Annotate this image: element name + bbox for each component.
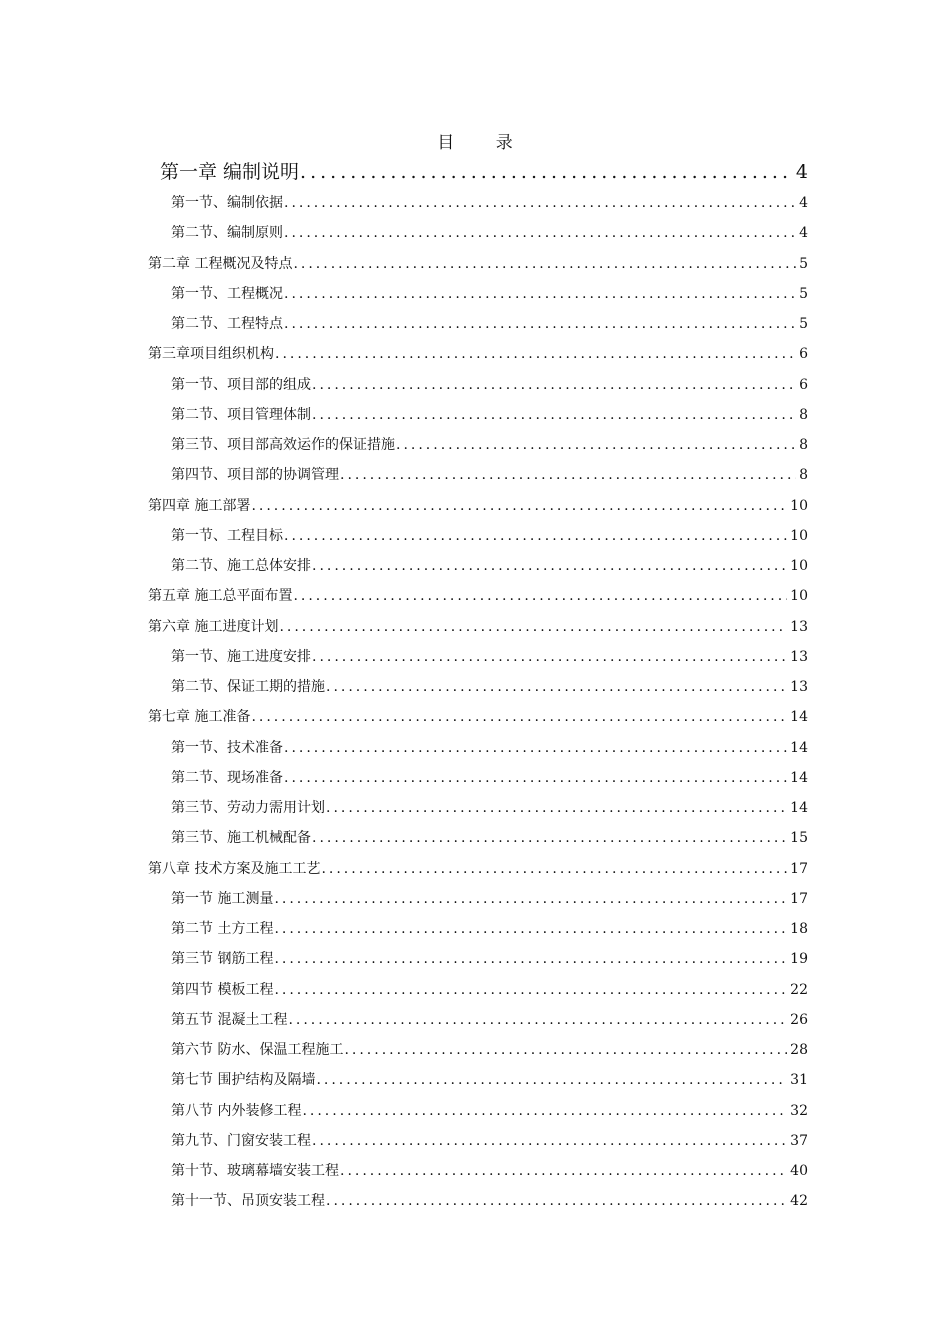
toc-dot-leader	[274, 888, 787, 910]
toc-entry-label: 第三节、施工机械配备	[171, 830, 311, 847]
toc-entry[interactable]	[148, 616, 808, 638]
toc-entry[interactable]	[148, 585, 808, 607]
toc-entry[interactable]	[171, 222, 808, 244]
toc-entry[interactable]	[171, 1190, 808, 1212]
toc-entry-label: 第八章 技术方案及施工工艺	[148, 860, 321, 877]
toc-dot-leader	[274, 918, 787, 940]
toc-entry-page: 5	[799, 316, 808, 332]
toc-dot-leader	[321, 858, 787, 880]
toc-entry-page: 15	[790, 830, 808, 847]
toc-entry-label: 第六章 施工进度计划	[148, 618, 279, 635]
toc-entry-label: 第七节 围护结构及隔墙	[171, 1072, 316, 1089]
toc-dot-leader	[251, 495, 787, 517]
toc-entry-page: 5	[799, 255, 808, 272]
toc-entry-label: 第十一节、吊顶安装工程	[171, 1193, 325, 1210]
toc-dot-leader	[312, 555, 787, 577]
toc-entry-label: 第一节、工程目标	[171, 527, 283, 544]
toc-entry-label: 第一节 施工测量	[171, 890, 274, 907]
toc-entry[interactable]	[171, 434, 808, 456]
toc-entry[interactable]	[171, 646, 808, 668]
toc-entry-label: 第二节、现场准备	[171, 769, 283, 786]
toc-dot-leader	[326, 676, 787, 698]
toc-entry-label: 第二节、工程特点	[171, 316, 283, 332]
toc-entry[interactable]	[171, 767, 808, 789]
toc-entry-label: 第二章 工程概况及特点	[148, 255, 293, 272]
toc-entry-label: 第六节 防水、保温工程施工	[171, 1042, 344, 1058]
toc-entry-page: 6	[799, 346, 808, 363]
toc-entry-page: 4	[795, 161, 808, 183]
toc-entry-page: 40	[790, 1163, 808, 1179]
toc-entry-page: 18	[790, 921, 808, 937]
toc-entry[interactable]	[171, 464, 808, 486]
toc-entry-page: 10	[790, 527, 808, 544]
toc-dot-leader	[284, 767, 787, 789]
toc-entry-label: 第三节 钢筋工程	[171, 951, 274, 968]
toc-entry[interactable]	[171, 192, 808, 214]
toc-dot-leader	[316, 1069, 787, 1091]
toc-dot-leader	[326, 1190, 787, 1212]
toc-entry-page: 14	[790, 769, 808, 786]
toc-dot-leader	[396, 434, 796, 456]
toc-entry[interactable]	[171, 676, 808, 698]
toc-entry-label: 第五章 施工总平面布置	[148, 588, 293, 605]
toc-entry-page: 14	[790, 739, 808, 756]
toc-entry-label: 第二节、施工总体安排	[171, 558, 311, 574]
toc-entry-label: 第四章 施工部署	[148, 497, 251, 514]
toc-entry[interactable]	[171, 1100, 808, 1122]
toc-entry-label: 第二节 土方工程	[171, 921, 274, 937]
toc-entry-label: 第十节、玻璃幕墙安装工程	[171, 1163, 339, 1179]
toc-entry-label: 第五节 混凝土工程	[171, 1011, 288, 1028]
toc-dot-leader	[274, 979, 787, 1001]
toc-entry-label: 第三节、劳动力需用计划	[171, 800, 325, 816]
toc-entry-label: 第四节 模板工程	[171, 981, 274, 998]
toc-dot-leader	[340, 1160, 787, 1182]
toc-entry-label: 第八节 内外装修工程	[171, 1102, 302, 1119]
toc-entry[interactable]	[148, 858, 808, 880]
toc-entry-page: 31	[790, 1072, 808, 1089]
toc-entry[interactable]	[171, 888, 808, 910]
toc-entry-page: 10	[790, 558, 808, 574]
toc-entry[interactable]	[171, 918, 808, 940]
toc-entry-label: 第一节、项目部的组成	[171, 376, 311, 393]
toc-dot-leader	[284, 283, 796, 305]
toc-dot-leader	[344, 1039, 787, 1061]
toc-entry-page: 13	[790, 618, 808, 635]
toc-entry-page: 10	[790, 497, 808, 514]
toc-dot-leader	[284, 192, 796, 214]
toc-dot-leader	[293, 253, 796, 275]
toc-dot-leader	[284, 737, 787, 759]
toc-entry[interactable]	[171, 313, 808, 335]
toc-entry[interactable]	[171, 404, 808, 426]
toc-entry-page: 14	[790, 709, 808, 726]
toc-entry-label: 第九节、门窗安装工程	[171, 1132, 311, 1149]
toc-dot-leader	[326, 797, 787, 819]
toc-dot-leader	[279, 616, 787, 638]
toc-entry-label: 第一节、工程概况	[171, 285, 283, 302]
toc-dot-leader	[312, 1130, 787, 1152]
toc-entry-label: 第二节、项目管理体制	[171, 406, 311, 423]
toc-dot-leader	[275, 343, 796, 365]
toc-entry-page: 8	[799, 437, 808, 453]
toc-entry[interactable]	[171, 797, 808, 819]
toc-entry-page: 4	[799, 195, 808, 211]
toc-entry-page: 26	[790, 1011, 808, 1028]
toc-entry[interactable]	[171, 1009, 808, 1031]
toc-entry-page: 28	[790, 1042, 808, 1058]
toc-entry-page: 13	[790, 679, 808, 695]
toc-entry[interactable]	[171, 737, 808, 759]
toc-entry-page: 22	[790, 981, 808, 998]
toc-dot-leader	[293, 585, 787, 607]
toc-entry[interactable]	[171, 1160, 808, 1182]
toc-entry-page: 32	[790, 1102, 808, 1119]
toc-entry-page: 10	[790, 588, 808, 605]
toc-entry[interactable]	[171, 827, 808, 849]
toc-entry-page: 17	[790, 860, 808, 877]
toc-entry-page: 8	[799, 406, 808, 423]
toc-entry[interactable]	[171, 979, 808, 1001]
toc-entry-label: 第四节、项目部的协调管理	[171, 467, 339, 484]
toc-entry[interactable]	[171, 555, 808, 577]
toc-entry-page: 13	[790, 648, 808, 665]
toc-entry-label: 第二节、保证工期的措施	[171, 679, 325, 695]
toc-dot-leader	[302, 1100, 787, 1122]
toc-entry-page: 14	[790, 800, 808, 816]
toc-entry[interactable]	[148, 706, 808, 728]
toc-dot-leader	[340, 464, 796, 486]
toc-entry-page: 6	[799, 376, 808, 393]
toc-entry-label: 第二节、编制原则	[171, 225, 283, 242]
toc-entry[interactable]	[148, 343, 808, 365]
toc-entry[interactable]	[160, 158, 808, 186]
toc-entry-label: 第三章项目组织机构	[148, 346, 274, 363]
toc-entry-page: 37	[790, 1132, 808, 1149]
toc-dot-leader	[312, 646, 787, 668]
toc-dot-leader	[284, 313, 796, 335]
toc-dot-leader	[284, 222, 796, 244]
toc-entry-page: 19	[790, 951, 808, 968]
toc-dot-leader	[312, 374, 796, 396]
toc-entry[interactable]	[171, 1039, 808, 1061]
toc-entry-page: 4	[799, 225, 808, 242]
toc-entry-label: 第一节、技术准备	[171, 739, 283, 756]
toc-entry-label: 第七章 施工准备	[148, 709, 251, 726]
toc-dot-leader	[284, 525, 787, 547]
toc-title: 目 录	[437, 133, 531, 153]
toc-dot-leader	[288, 1009, 787, 1031]
toc-dot-leader	[300, 158, 793, 186]
toc-entry-page: 17	[790, 890, 808, 907]
toc-entry[interactable]	[171, 1130, 808, 1152]
toc-entry[interactable]	[148, 495, 808, 517]
toc-entry[interactable]	[171, 525, 808, 547]
toc-entry-page: 42	[790, 1193, 808, 1210]
toc-entry-label: 第三节、项目部高效运作的保证措施	[171, 437, 395, 453]
toc-dot-leader	[312, 827, 787, 849]
toc-entry-page: 8	[799, 467, 808, 484]
toc-entry[interactable]	[171, 1069, 808, 1091]
toc-entry[interactable]	[148, 253, 808, 275]
toc-entry-label: 第一章 编制说明	[160, 161, 300, 183]
toc-entry[interactable]	[171, 283, 808, 305]
toc-entry[interactable]	[171, 948, 808, 970]
toc-dot-leader	[251, 706, 787, 728]
toc-entry-label: 第一节、施工进度安排	[171, 648, 311, 665]
toc-entry-label: 第一节、编制依据	[171, 195, 283, 211]
toc-entry-page: 5	[799, 285, 808, 302]
toc-dot-leader	[312, 404, 796, 426]
toc-entry[interactable]	[171, 374, 808, 396]
toc-dot-leader	[274, 948, 787, 970]
